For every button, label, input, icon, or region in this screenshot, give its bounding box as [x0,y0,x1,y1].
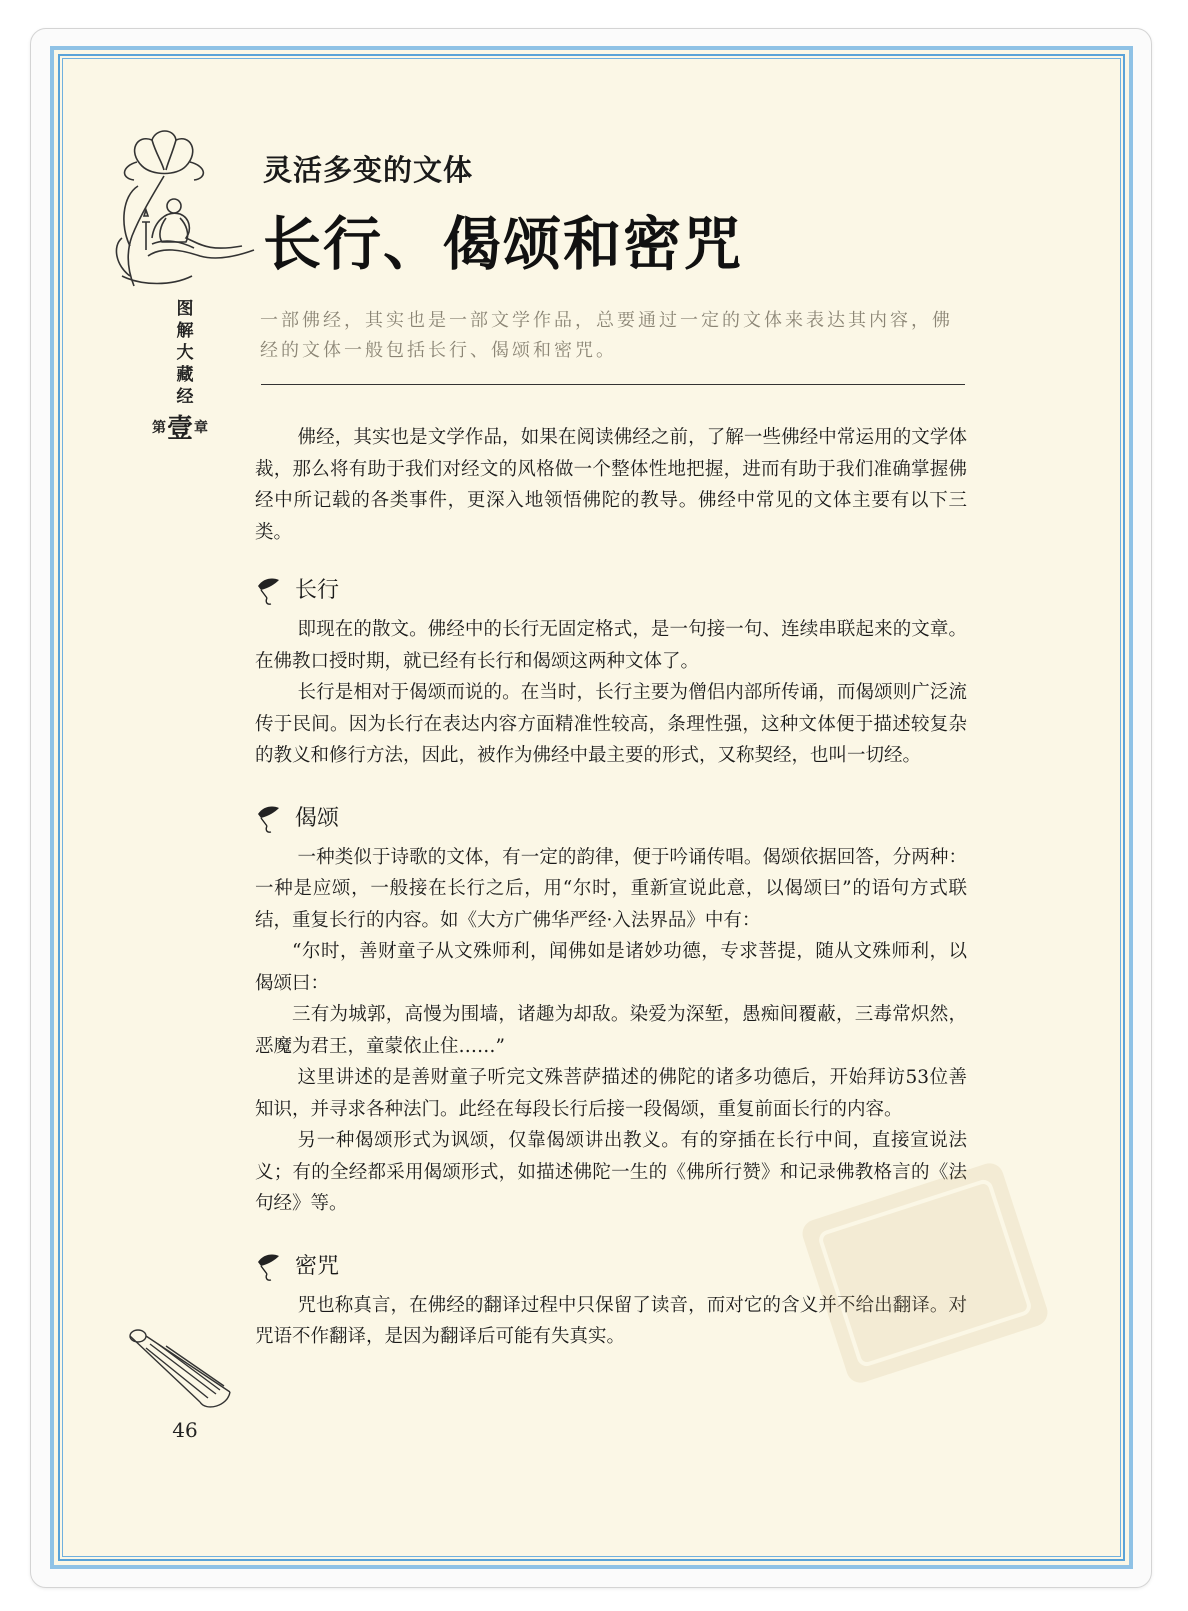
paragraph: 另一种偈颂形式为讽颂，仅靠偈颂讲出教义。有的穿插在长行中间，直接宣说法义；有的全经都采用偈颂形式，如描述佛陀一生的《佛所行赞》和记录佛教格言的《法句经》等。 [255,1130,967,1214]
scroll-brush-icon [255,804,281,834]
paragraph: 咒也称真言，在佛经的翻译过程中只保留了读音，而对它的含义并不给出翻译。对咒语不作翻译，是因为翻译后可能有失真实。 [255,1294,967,1347]
page-title: 长行、偈颂和密咒 [263,210,744,278]
section-heading-1 [255,574,967,608]
section-heading-text: 长行 [295,578,340,604]
paragraph: 长行是相对于偈颂而说的。在当时，长行主要为僧侣内部所传诵，而偈颂则广泛流传于民间。因为长行在表达内容方面精准性较高，条理性强，这种文体便于描述较复杂的教义和修行方法，因此，被作为佛经中最主要的形式，又称契经，也叫一切经。 [255,682,967,766]
chapter-suffix: 章 [194,419,208,436]
quote-paragraph: “尔时，善财童子从文殊师利，闻佛如是诸妙功德，专求菩提，随从文殊师利，以偈颂曰： [255,941,967,994]
scroll-brush-icon [255,1252,281,1282]
section-heading-2 [255,802,967,836]
chapter-prefix: 第 [151,419,166,436]
chapter-label [140,408,220,445]
book-series-label: 图解大藏经 [176,299,194,407]
intro-summary: 一部佛经，其实也是一部文学作品，总要通过一定的文体来表达其内容，佛经的文体一般包括长行、偈颂和密咒。 [260,310,953,361]
quote-paragraph: 三有为城郭，高慢为围墙，诸趣为却敌。染爱为深堑，愚痴间覆蔽，三毒常炽然，恶魔为君王，童蒙依止住……” [255,1004,967,1057]
lotus-figure-icon [82,126,262,296]
page-number: 46 [172,1418,198,1442]
section-heading-text: 偈颂 [295,805,340,831]
page-subtitle: 灵活多变的文体 [263,153,474,187]
section-heading-text: 密咒 [295,1253,340,1279]
paragraph: 这里讲述的是善财童子听完文殊菩萨描述的佛陀的诸多功德后，开始拜访53位善知识，并寻求各种法门。此经在每段长行后接一段偈颂，重复前面长行的内容。 [255,1067,967,1120]
scroll-brush-icon [255,576,281,606]
opening-paragraph: 佛经，其实也是文学作品，如果在阅读佛经之前，了解一些佛经中常运用的文学体裁，那么将有助于我们对经文的风格做一个整体性地把握，进而有助于我们准确掌握佛经中所记载的各类事件，更深入地领悟佛陀的教导。佛经中常见的文体主要有以下三类。 [255,427,967,543]
chapter-number: 壹 [166,414,193,444]
sutra-scroll-icon [120,1322,240,1417]
paragraph: 即现在的散文。佛经中的长行无固定格式，是一句接一句、连续串联起来的文章。在佛教口授时期，就已经有长行和偈颂这两种文体了。 [255,619,967,672]
paragraph: 一种类似于诗歌的文体，有一定的韵律，便于吟诵传唱。偈颂依据回答，分两种：一种是应颂，一般接在长行之后，用“尔时，重新宣说此意，以偈颂曰”的语句方式联结，重复长行的内容。如《大方广佛华严经·入法界品》中有： [255,846,967,931]
divider [261,384,965,385]
